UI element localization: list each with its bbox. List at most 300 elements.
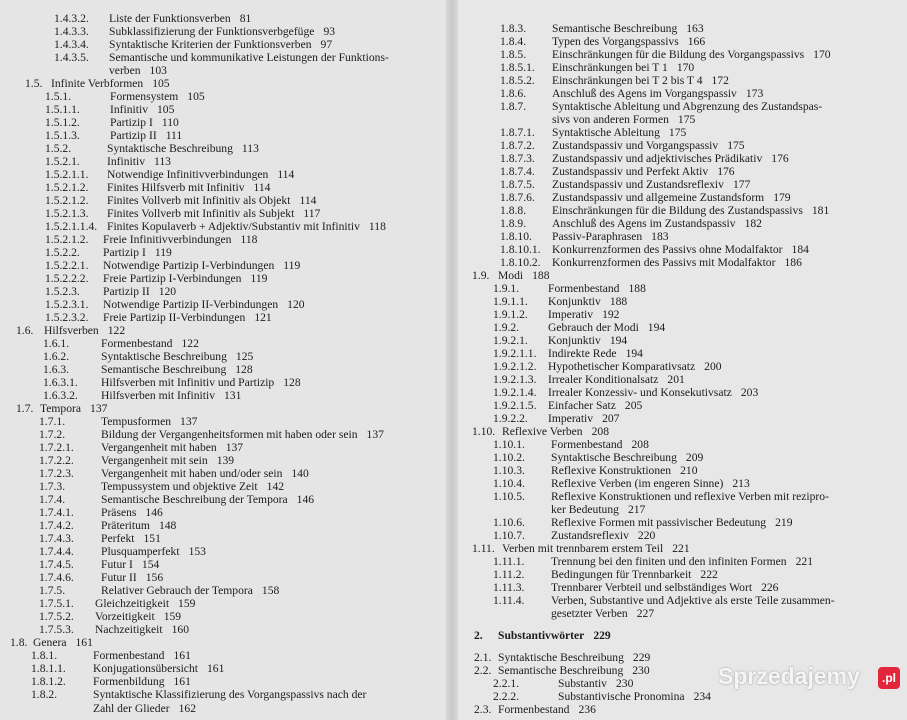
toc-entry-number: 1.5.1.1. — [45, 103, 80, 116]
toc-entry-title — [552, 243, 809, 256]
toc-entry-title — [101, 415, 197, 428]
toc-entry-page: 236 — [578, 703, 596, 716]
toc-entry-text: Tempora — [40, 402, 82, 415]
toc-entry-title — [107, 194, 316, 207]
toc-entry-title — [552, 126, 686, 139]
toc-entry-title — [498, 269, 550, 282]
toc-entry-title — [103, 272, 267, 285]
toc-entry-title — [498, 703, 596, 716]
toc-entry-title — [101, 584, 279, 597]
toc-entry-title — [109, 25, 335, 38]
toc-entry-text: Freie Partizip I-Verbindungen — [103, 272, 242, 285]
toc-entry-title — [107, 220, 386, 233]
toc-entry-page: 175 — [668, 126, 687, 139]
toc-entry-text: Zustandspassiv und adjektivisches Prädikativ — [552, 152, 763, 165]
toc-entry-page: 188 — [628, 282, 646, 295]
toc-entry-number: 1.5.2.1.3. — [45, 207, 89, 220]
toc-entry-number: 1.8.6. — [500, 87, 527, 100]
toc-entry-text: Einschränkungen für die Bildung des Zustandspassivs — [552, 204, 803, 217]
toc-entry-number: 1.8.5.1. — [500, 61, 535, 74]
watermark-badge: .pl — [878, 667, 900, 689]
toc-entry-page: 113 — [154, 155, 171, 168]
toc-entry-number: 1.7.2.2. — [39, 454, 74, 467]
toc-entry-number: 1.11.1. — [493, 555, 525, 568]
toc-entry-page: 160 — [171, 623, 189, 636]
toc-entry-text: Syntaktische Kriterien der Funktionsverben — [109, 38, 312, 51]
toc-entry-number: 1.9.2. — [493, 321, 520, 334]
toc-entry-text: Reflexive Verben — [502, 425, 583, 438]
toc-entry-text: Verben, Substantive und Adjektive als erste Teile zusammen- — [551, 594, 835, 607]
toc-entry-page: 176 — [771, 152, 789, 165]
toc-entry-text: Einschränkungen für die Bildung des Vorgangspassivs — [552, 48, 805, 61]
toc-entry-title — [551, 477, 750, 490]
toc-entry-number: 2.1. — [474, 651, 492, 664]
toc-entry-number: 1.5.2.2.2. — [45, 272, 89, 285]
toc-entry-title — [93, 662, 224, 675]
toc-entry-page: 179 — [773, 191, 791, 204]
toc-entry-title — [548, 412, 619, 425]
toc-entry-text: Modi — [498, 269, 524, 282]
toc-entry-number: 1.10.6. — [493, 516, 525, 529]
toc-entry-page: 142 — [266, 480, 285, 493]
toc-entry-text: Reflexive Formen mit passivischer Bedeutung — [551, 516, 767, 529]
toc-entry-title — [548, 399, 642, 412]
toc-entry-page: 175 — [727, 139, 745, 152]
toc-entry-text: Typen des Vorgangspassivs — [552, 35, 679, 48]
toc-entry-number: 1.9.2.1. — [493, 334, 528, 347]
toc-entry-text: Infinitiv — [107, 155, 145, 168]
toc-entry-page: 166 — [687, 35, 706, 48]
toc-entry-text: Semantische Beschreibung — [552, 22, 678, 35]
toc-entry-title — [552, 48, 831, 61]
toc-entry-number: 1.7.2.3. — [39, 467, 74, 480]
toc-entry-page: 207 — [602, 412, 620, 425]
toc-entry-page: 151 — [143, 532, 161, 545]
toc-entry-page: 184 — [791, 243, 809, 256]
toc-entry-text: Futur II — [101, 571, 137, 584]
toc-entry-page: 176 — [717, 165, 735, 178]
toc-entry-title — [548, 308, 619, 321]
toc-entry-page: 194 — [647, 321, 666, 334]
toc-entry-number: 1.6.1. — [43, 337, 70, 350]
toc-entry-page: 194 — [609, 334, 628, 347]
toc-entry-text: Finites Hilfsverb mit Infinitiv — [107, 181, 245, 194]
toc-entry-page: 137 — [225, 441, 244, 454]
toc-entry-number: 1.7.4.1. — [39, 506, 74, 519]
toc-entry-number: 1.7.1. — [39, 415, 66, 428]
toc-entry-title — [552, 22, 704, 35]
toc-entry-title — [101, 376, 301, 389]
toc-entry-title — [552, 191, 791, 204]
toc-entry-number: 1.8.5. — [500, 48, 527, 61]
toc-entry-number: 1.10.4. — [493, 477, 525, 490]
toc-entry-title — [103, 311, 272, 324]
toc-entry-title — [101, 441, 243, 454]
toc-entry-page: 222 — [700, 568, 718, 581]
toc-entry-title — [552, 100, 822, 113]
toc-entry-number: 1.7.4.4. — [39, 545, 74, 558]
toc-entry-title — [107, 142, 259, 155]
toc-entry-text: Zahl der Glieder — [93, 702, 170, 715]
toc-entry-text: Zustandspassiv und Zustandsreflexiv — [552, 178, 724, 191]
toc-entry-page: 114 — [253, 181, 271, 194]
toc-entry-title — [93, 675, 191, 688]
toc-entry-page: 105 — [157, 103, 175, 116]
toc-entry-text: Notwendige Infinitivverbindungen — [107, 168, 269, 181]
toc-entry-page: 146 — [296, 493, 315, 506]
toc-entry-page: 186 — [784, 256, 802, 269]
toc-entry-number: 1.8.3. — [500, 22, 527, 35]
toc-entry-page: 182 — [744, 217, 762, 230]
toc-entry-title — [93, 702, 196, 715]
toc-entry-page: 139 — [216, 454, 235, 467]
toc-entry-number: 1.7.4.5. — [39, 558, 74, 571]
toc-entry-text: Partizip II — [110, 129, 157, 142]
toc-entry-number: 1.6. — [16, 324, 34, 337]
toc-entry-number: 1.9.2.1.2. — [493, 360, 537, 373]
toc-entry-page: 230 — [632, 664, 650, 677]
toc-entry-text: Trennung bei den finiten und den infiniten Formen — [551, 555, 787, 568]
toc-entry-title — [502, 425, 609, 438]
toc-entry-title — [548, 386, 758, 399]
toc-entry-text: Partizip I — [103, 246, 146, 259]
toc-entry-number: 1.9.2.1.4. — [493, 386, 537, 399]
toc-entry-title — [107, 168, 294, 181]
toc-entry-text: Vergangenheit mit haben und/oder sein — [101, 467, 283, 480]
toc-entry-number: 1.8.1. — [31, 649, 58, 662]
toc-entry-number: 1.7.4.6. — [39, 571, 74, 584]
toc-entry-text: Syntaktische Beschreibung — [498, 651, 624, 664]
toc-entry-title — [552, 178, 750, 191]
toc-entry-text: gesetzter Verben — [551, 607, 628, 620]
toc-entry-text: Futur I — [101, 558, 133, 571]
toc-entry-title — [552, 230, 669, 243]
toc-entry-number: 1.8.7.1. — [500, 126, 535, 139]
toc-entry-number: 1.4.3.2. — [54, 12, 89, 25]
toc-entry-page: 122 — [181, 337, 199, 350]
toc-entry-title — [40, 402, 107, 415]
toc-entry-page: 93 — [323, 25, 336, 38]
toc-entry-title — [551, 464, 698, 477]
toc-entry-text: Konkurrenzformen des Passivs ohne Modalfaktor — [552, 243, 783, 256]
toc-entry-title — [95, 610, 181, 623]
toc-entry-text: Vergangenheit mit haben — [101, 441, 217, 454]
toc-entry-number: 1.7.4. — [39, 493, 66, 506]
toc-entry-text: Subklassifizierung der Funktionsverbgefüge — [109, 25, 315, 38]
toc-entry-number: 1.11.2. — [493, 568, 525, 581]
toc-entry-text: Substantivische Pronomina — [558, 690, 685, 703]
watermark-logo: Sprzedajemy .pl — [718, 663, 898, 697]
toc-entry-text: Syntaktische Ableitung — [552, 126, 660, 139]
toc-entry-number: 1.5. — [25, 77, 43, 90]
toc-entry-title — [558, 690, 711, 703]
toc-entry-text: Partizip I — [110, 116, 153, 129]
toc-entry-number: 1.8.10. — [500, 230, 532, 243]
toc-entry-page: 170 — [676, 61, 695, 74]
toc-entry-number: 1.11. — [472, 542, 495, 555]
toc-entry-number: 1.5.2.1.2. — [45, 194, 89, 207]
toc-entry-number: 1.8.10.2. — [500, 256, 541, 269]
toc-entry-page: 119 — [283, 259, 301, 272]
toc-entry-page: 221 — [672, 542, 690, 555]
toc-entry-title — [109, 51, 389, 64]
toc-entry-text: Formenbildung — [93, 675, 165, 688]
toc-entry-title — [101, 571, 163, 584]
toc-entry-text: Substantivwörter — [498, 629, 585, 642]
toc-entry-title — [101, 389, 241, 402]
toc-entry-title — [93, 649, 191, 662]
toc-entry-text: Konjunktiv — [548, 295, 601, 308]
toc-entry-title — [33, 636, 93, 649]
toc-entry-number: 1.8.7. — [500, 100, 527, 113]
toc-entry-text: Gleichzeitigkeit — [95, 597, 170, 610]
toc-entry-text: Syntaktische Beschreibung — [551, 451, 677, 464]
toc-entry-title — [101, 467, 309, 480]
toc-entry-number: 1.8.4. — [500, 35, 527, 48]
toc-entry-title — [51, 77, 170, 90]
toc-entry-text: Semantische Beschreibung der Tempora — [101, 493, 288, 506]
toc-entry-page: 234 — [693, 690, 711, 703]
toc-entry-text: Zustandspassiv und Vorgangspassiv — [552, 139, 719, 152]
toc-entry-text: Partizip II — [103, 285, 150, 298]
toc-entry-number: 1.8.7.4. — [500, 165, 535, 178]
toc-entry-number: 1.10.5. — [493, 490, 525, 503]
toc-entry-text: Finites Vollverb mit Infinitiv als Objekt — [107, 194, 291, 207]
toc-entry-page: 105 — [152, 77, 170, 90]
toc-entry-text: Tempussystem und objektive Zeit — [101, 480, 258, 493]
toc-entry-text: Notwendige Partizip II-Verbindungen — [103, 298, 279, 311]
toc-entry-number: 1.4.3.4. — [54, 38, 89, 51]
toc-entry-text: Passiv-Paraphrasen — [552, 230, 643, 243]
toc-entry-title — [107, 181, 270, 194]
toc-entry-text: Reflexive Konstruktionen — [551, 464, 672, 477]
toc-entry-title — [551, 581, 778, 594]
toc-entry-title — [101, 337, 199, 350]
toc-entry-title — [552, 165, 735, 178]
toc-entry-page: 177 — [732, 178, 751, 191]
toc-entry-title — [101, 532, 161, 545]
toc-entry-page: 156 — [145, 571, 164, 584]
toc-entry-title — [552, 204, 829, 217]
toc-entry-number: 1.6.3.2. — [43, 389, 78, 402]
toc-entry-title — [551, 503, 645, 516]
toc-entry-page: 81 — [239, 12, 252, 25]
toc-entry-number: 1.5.2.1.2. — [45, 233, 89, 246]
toc-entry-title — [498, 651, 650, 664]
toc-entry-page: 159 — [178, 597, 196, 610]
toc-entry-page: 173 — [745, 87, 764, 100]
toc-entry-text: Vergangenheit mit sein — [101, 454, 208, 467]
toc-entry-number: 1.8.9. — [500, 217, 527, 230]
toc-entry-title — [548, 282, 646, 295]
toc-entry-text: Verben mit trennbarem erstem Teil — [502, 542, 664, 555]
toc-entry-title — [551, 490, 829, 503]
toc-entry-number: 1.5.1. — [45, 90, 72, 103]
toc-entry-page: 229 — [632, 651, 651, 664]
toc-entry-page: 162 — [178, 702, 197, 715]
toc-entry-page: 192 — [602, 308, 620, 321]
toc-entry-text: Syntaktische Klassifizierung des Vorgangspassivs nach der — [93, 688, 367, 701]
toc-entry-title — [44, 324, 125, 337]
toc-entry-number: 1.5.2.2. — [45, 246, 80, 259]
toc-entry-number: 1.10.1. — [493, 438, 525, 451]
toc-entry-title — [548, 334, 627, 347]
toc-entry-number: 1.10.3. — [493, 464, 525, 477]
toc-entry-text: Bedingungen für Trennbarkeit — [551, 568, 692, 581]
toc-entry-page: 200 — [704, 360, 722, 373]
toc-entry-number: 2.2.2. — [493, 690, 520, 703]
toc-entry-text: Finites Kopulaverb + Adjektiv/Substantiv mit Infinitiv — [107, 220, 360, 233]
toc-entry-text: Syntaktische Beschreibung — [101, 350, 227, 363]
toc-entry-number: 1.9.1.2. — [493, 308, 528, 321]
toc-entry-text: verben — [109, 64, 141, 77]
toc-entry-title — [107, 207, 320, 220]
toc-entry-title — [552, 35, 705, 48]
toc-entry-text: Formenbestand — [93, 649, 165, 662]
toc-entry-number: 1.5.2.3.1. — [45, 298, 89, 311]
toc-entry-text: Anschluß des Agens im Vorgangspassiv — [552, 87, 737, 100]
toc-entry-text: Gebrauch der Modi — [548, 321, 639, 334]
toc-entry-text: Liste der Funktionsverben — [109, 12, 231, 25]
toc-entry-text: Formenbestand — [101, 337, 173, 350]
toc-entry-page: 110 — [161, 116, 179, 129]
toc-entry-page: 159 — [163, 610, 182, 623]
toc-entry-text: Hilfsverben mit Infinitiv — [101, 389, 215, 402]
toc-entry-page: 161 — [206, 662, 225, 675]
toc-entry-number: 1.5.2.1. — [45, 155, 80, 168]
toc-entry-page: 97 — [320, 38, 333, 51]
toc-entry-text: Einfacher Satz — [548, 399, 616, 412]
toc-entry-number: 1.7.5. — [39, 584, 66, 597]
toc-entry-text: Einschränkungen bei T 2 bis T 4 — [552, 74, 703, 87]
toc-entry-title — [551, 555, 813, 568]
toc-entry-page: 205 — [624, 399, 643, 412]
toc-entry-text: Präteritum — [101, 519, 150, 532]
toc-entry-number: 1.8.8. — [500, 204, 527, 217]
toc-entry-title — [101, 363, 253, 376]
toc-entry-page: 137 — [90, 402, 108, 415]
toc-entry-page: 119 — [154, 246, 172, 259]
toc-entry-number: 1.10.2. — [493, 451, 525, 464]
toc-entry-title — [548, 347, 643, 360]
toc-entry-text: Konjugationsübersicht — [93, 662, 198, 675]
toc-entry-title — [552, 152, 789, 165]
toc-entry-page: 201 — [667, 373, 685, 386]
toc-entry-number: 1.5.1.2. — [45, 116, 80, 129]
toc-entry-page: 161 — [75, 636, 93, 649]
toc-entry-title — [101, 454, 234, 467]
toc-entry-number: 1.8.5.2. — [500, 74, 535, 87]
toc-entry-page: 114 — [299, 194, 317, 207]
toc-entry-page: 230 — [615, 677, 634, 690]
toc-entry-page: 122 — [107, 324, 126, 337]
toc-entry-title — [551, 607, 654, 620]
toc-entry-title — [103, 298, 305, 311]
toc-entry-page: 119 — [250, 272, 268, 285]
toc-entry-page: 118 — [368, 220, 386, 233]
toc-entry-text: Freie Infinitivverbindungen — [103, 233, 232, 246]
toc-entry-text: Genera — [33, 636, 67, 649]
toc-entry-title — [110, 129, 182, 142]
toc-entry-page: 183 — [651, 230, 669, 243]
toc-entry-page: 219 — [775, 516, 793, 529]
toc-entry-text: Freie Partizip II-Verbindungen — [103, 311, 246, 324]
book-gutter — [446, 0, 458, 720]
toc-entry-number: 1.8.7.6. — [500, 191, 535, 204]
toc-entry-title — [552, 256, 802, 269]
toc-entry-title — [551, 594, 835, 607]
toc-entry-text: Nachzeitigkeit — [95, 623, 163, 636]
toc-entry-title — [103, 246, 172, 259]
toc-entry-title — [551, 568, 718, 581]
toc-entry-number: 2.3. — [474, 703, 492, 716]
toc-entry-page: 229 — [593, 629, 611, 642]
toc-entry-title — [95, 623, 189, 636]
toc-entry-title — [101, 506, 163, 519]
toc-entry-number: 1.11.3. — [493, 581, 525, 594]
toc-entry-page: 203 — [740, 386, 759, 399]
toc-entry-text: Zustandspassiv und allgemeine Zustandsform — [552, 191, 765, 204]
toc-entry-text: Infinitiv — [110, 103, 148, 116]
toc-entry-number: 1.10. — [472, 425, 496, 438]
toc-entry-title — [103, 259, 300, 272]
toc-entry-text: Formenbestand — [551, 438, 623, 451]
toc-entry-title — [95, 597, 195, 610]
toc-entry-title — [548, 295, 627, 308]
toc-entry-page: 120 — [287, 298, 305, 311]
toc-entry-text: Bildung der Vergangenheitsformen mit haben oder sein — [101, 428, 358, 441]
toc-entry-page: 210 — [680, 464, 698, 477]
toc-entry-title — [109, 64, 167, 77]
toc-entry-text: Konkurrenzformen des Passivs mit Modalfaktor — [552, 256, 776, 269]
toc-entry-number: 1.7.5.3. — [39, 623, 74, 636]
toc-entry-number: 1.9. — [472, 269, 490, 282]
toc-entry-title — [109, 12, 251, 25]
toc-entry-text: Reflexive Verben (im engeren Sinne) — [551, 477, 724, 490]
toc-entry-page: 226 — [761, 581, 779, 594]
toc-entry-number: 1.8.2. — [31, 688, 58, 701]
toc-entry-page: 154 — [141, 558, 160, 571]
toc-entry-title — [552, 217, 762, 230]
toc-entry-page: 213 — [732, 477, 750, 490]
toc-entry-text: Perfekt — [101, 532, 135, 545]
toc-entry-title — [498, 664, 650, 677]
toc-entry-page: 188 — [532, 269, 550, 282]
toc-entry-text: Zustandsreflexiv — [551, 529, 629, 542]
toc-entry-title — [93, 688, 366, 701]
toc-entry-number: 1.7.5.1. — [39, 597, 74, 610]
toc-entry-title — [552, 87, 763, 100]
toc-entry-text: Präsens — [101, 506, 137, 519]
toc-entry-number: 1.8.7.2. — [500, 139, 535, 152]
toc-entry-page: 194 — [625, 347, 643, 360]
toc-entry-page: 163 — [686, 22, 704, 35]
toc-entry-number: 1.7.2. — [39, 428, 66, 441]
toc-entry-text: Indirekte Rede — [548, 347, 617, 360]
toc-entry-title — [110, 103, 174, 116]
toc-entry-page: 181 — [811, 204, 830, 217]
toc-entry-number: 1.4.3.5. — [54, 51, 89, 64]
toc-entry-title — [110, 116, 179, 129]
toc-entry-text: Hypothetischer Komparativsatz — [548, 360, 696, 373]
toc-entry-text: Imperativ — [548, 308, 594, 321]
toc-entry-title — [101, 558, 159, 571]
toc-entry-text: sivs von anderen Formen — [552, 113, 669, 126]
toc-entry-title — [101, 428, 384, 441]
toc-entry-text: Anschluß des Agens im Zustandspassiv — [552, 217, 736, 230]
toc-entry-title — [552, 113, 695, 126]
toc-entry-text: Substantiv — [558, 677, 607, 690]
